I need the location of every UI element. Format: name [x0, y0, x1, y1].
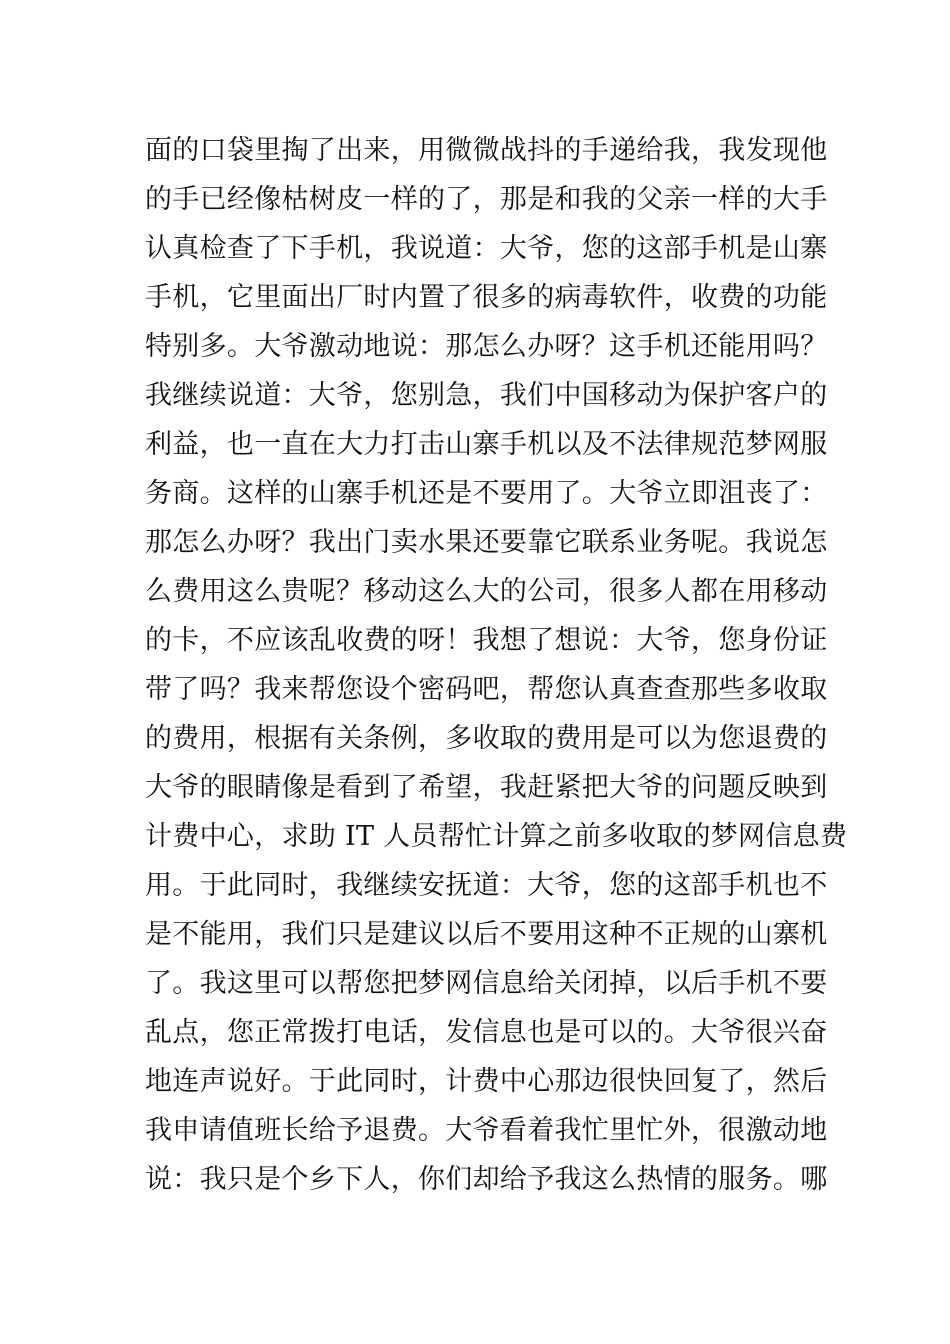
- text-line-9: 那怎么办呀？我出门卖水果还要靠它联系业务呢。我说怎: [145, 527, 828, 558]
- body-text: [145, 126, 848, 1204]
- text-line-21: 我申请值班长给予退费。大爷看着我忙里忙外，很激动地: [145, 1115, 828, 1146]
- text-line-17: 是不能用，我们只是建议以后不要用这种不正规的山寨机: [145, 919, 828, 950]
- text-line-20: 地连声说好。于此同时，计费中心那边很快回复了，然后: [145, 1066, 828, 1097]
- text-line-10: 么费用这么贵呢？移动这么大的公司，很多人都在用移动: [145, 576, 828, 607]
- text-line-19: 乱点，您正常拨打电话，发信息也是可以的。大爷很兴奋: [145, 1017, 828, 1048]
- text-line-12: 带了吗？我来帮您设个密码吧，帮您认真查查那些多收取: [145, 674, 828, 705]
- text-line-6: 我继续说道：大爷，您别急，我们中国移动为保护客户的: [145, 380, 828, 411]
- text-line-11: 的卡，不应该乱收费的呀！我想了想说：大爷，您身份证: [145, 625, 828, 656]
- text-line-14: 大爷的眼睛像是看到了希望，我赶紧把大爷的问题反映到: [145, 772, 828, 803]
- text-line-18: 了。我这里可以帮您把梦网信息给关闭掉，以后手机不要: [145, 968, 828, 999]
- text-line-13: 的费用，根据有关条例，多收取的费用是可以为您退费的: [145, 723, 828, 754]
- text-line-1: 面的口袋里掏了出来，用微微战抖的手递给我，我发现他: [145, 135, 828, 166]
- text-line-5: 特别多。大爷激动地说：那怎么办呀？这手机还能用吗？: [145, 331, 828, 362]
- text-line-7: 利益，也一直在大力打击山寨手机以及不法律规范梦网服: [145, 429, 828, 460]
- text-line-4: 手机，它里面出厂时内置了很多的病毒软件，收费的功能: [145, 282, 828, 313]
- text-line-22: 说：我只是个乡下人，你们却给予我这么热情的服务。哪: [145, 1164, 828, 1195]
- text-line-3: 认真检查了下手机，我说道：大爷，您的这部手机是山寨: [145, 233, 828, 264]
- text-line-16: 用。于此同时，我继续安抚道：大爷，您的这部手机也不: [145, 870, 828, 901]
- text-line-8: 务商。这样的山寨手机还是不要用了。大爷立即沮丧了：: [145, 478, 828, 509]
- text-line-2: 的手已经像枯树皮一样的了，那是和我的父亲一样的大手: [145, 184, 828, 215]
- text-line-15: 计费中心，求助 IT 人员帮忙计算之前多收取的梦网信息费: [145, 821, 848, 852]
